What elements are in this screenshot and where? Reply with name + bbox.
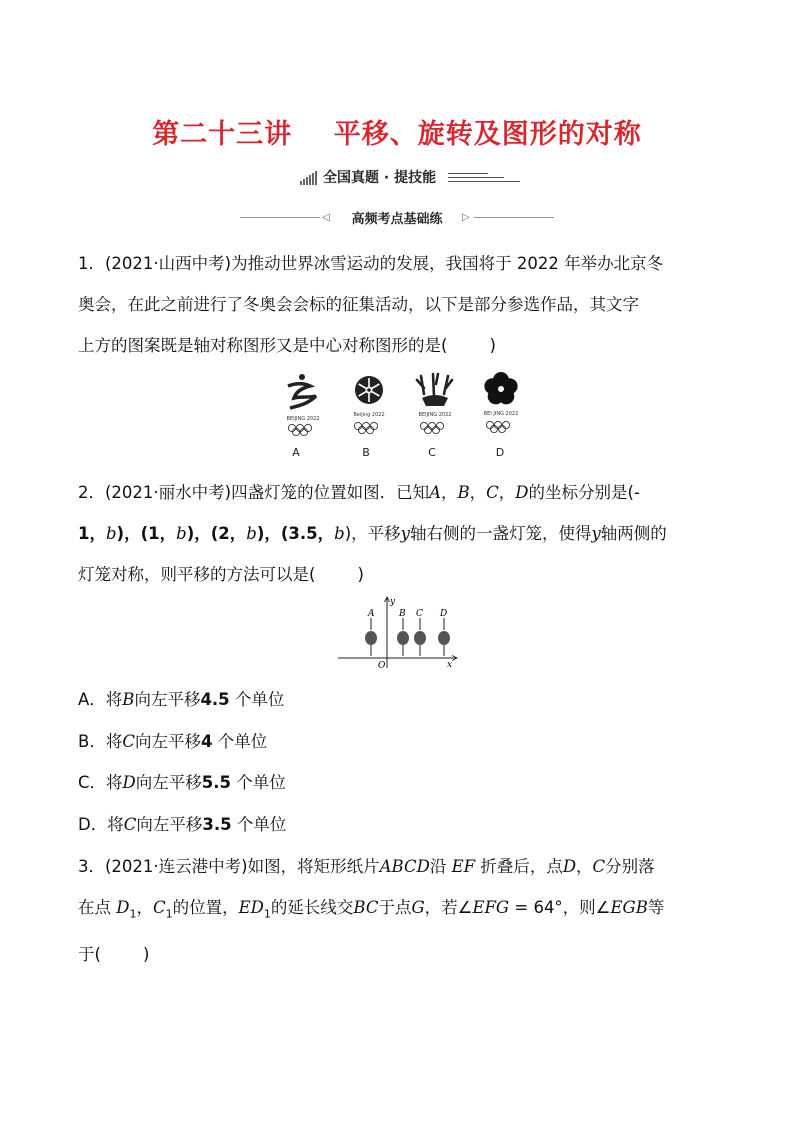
q1-line-2: 奥会，在此之前进行了冬奥会会标的征集活动，以下是部分参选作品，其文字 xyxy=(78,295,639,314)
q2-line-3: 灯笼对称，则平移的方法可以是( ) xyxy=(78,565,364,584)
divider xyxy=(474,217,554,218)
emblem-caption: BEI JING 2022 xyxy=(483,411,519,417)
emblem-label-d: D xyxy=(495,446,505,459)
emblem-caption: BEIJING 2022 xyxy=(418,412,452,418)
y-axis-label: y xyxy=(390,597,396,607)
svg-text:D: D xyxy=(440,609,448,619)
svg-text:C: C xyxy=(416,609,423,619)
q3-line-2: 在点 $D_1$，$C_1$的位置，$ED_1$的延长线交BC于点G，若∠EFG = 64°，则∠EGB等 xyxy=(78,898,665,921)
emblem-label-b: B xyxy=(362,446,370,459)
x-axis-label: x xyxy=(447,660,453,670)
question-2 xyxy=(78,472,718,595)
emblem-b xyxy=(338,370,400,440)
q1-line-1: 1．(2021·山西中考)为推动世界冰雪运动的发展，我国将于 2022 年举办北京冬 xyxy=(78,254,664,273)
q2-option-a[interactable]: A．将B向左平移4.5 个单位 xyxy=(78,690,285,709)
athlete-icon xyxy=(404,370,466,440)
lantern-b xyxy=(397,609,409,656)
snowflake-icon xyxy=(338,370,400,440)
emblem-d xyxy=(470,370,532,440)
lantern-c xyxy=(414,609,426,656)
q2-option-d[interactable]: D．将C向左平移3.5 个单位 xyxy=(78,815,287,834)
banner-decor-lines xyxy=(448,173,520,182)
q3-line-3: 于( ) xyxy=(78,945,150,965)
page-title: 第二十三讲 平移、旋转及图形的对称 xyxy=(152,119,642,150)
svg-text:A: A xyxy=(368,609,375,619)
q3-line-1: 3．(2021·连云港中考)如图，将矩形纸片ABCD沿 EF 折叠后，点D，C分别落 xyxy=(78,857,655,876)
q1-line-3: 上方的图案既是轴对称图形又是中心对称图形的是( ) xyxy=(78,336,496,355)
lantern-d xyxy=(438,609,450,656)
banner-text: 全国真题 · 提技能 xyxy=(323,170,437,186)
left-triangle-icon: ◁ xyxy=(322,212,330,223)
emblem-caption: BEIJING 2022 xyxy=(286,416,320,422)
q2-line-1: 2．(2021·丽水中考)四盏灯笼的位置如图．已知A，B，C，D的坐标分别是(- xyxy=(78,483,640,502)
right-triangle-icon: ▷ xyxy=(462,212,470,223)
q2-line-2: 1，b)，(1，b)，(2，b)，(3.5，b)，平移y轴右侧的一盏灯笼，使得y轴两侧的 xyxy=(78,524,667,543)
emblem-label-c: C xyxy=(428,446,436,459)
emblem-c xyxy=(404,370,466,440)
emblem-caption: Beijing 2022 xyxy=(353,412,385,418)
q2-option-c[interactable]: C．将D向左平移5.5 个单位 xyxy=(78,773,286,792)
ribbon-figure-icon xyxy=(272,370,334,440)
section-heading xyxy=(0,206,794,228)
q2-option-b[interactable]: B．将C向左平移4 个单位 xyxy=(78,732,268,751)
svg-text:B: B xyxy=(399,609,406,619)
section-banner xyxy=(300,166,520,188)
emblem-figure xyxy=(272,370,534,444)
divider xyxy=(240,217,320,218)
section-title: 高频考点基础练 xyxy=(351,212,443,227)
signal-bars-icon xyxy=(300,169,317,185)
origin-label: O xyxy=(378,661,386,670)
lantern-figure xyxy=(336,596,462,670)
lantern-a xyxy=(365,609,377,656)
emblem-label-a: A xyxy=(292,446,300,459)
emblem-a xyxy=(272,370,334,440)
question-1 xyxy=(78,243,718,366)
plum-blossom-icon xyxy=(470,370,532,440)
question-3 xyxy=(78,846,718,975)
lantern-coordinate-diagram xyxy=(336,596,462,670)
